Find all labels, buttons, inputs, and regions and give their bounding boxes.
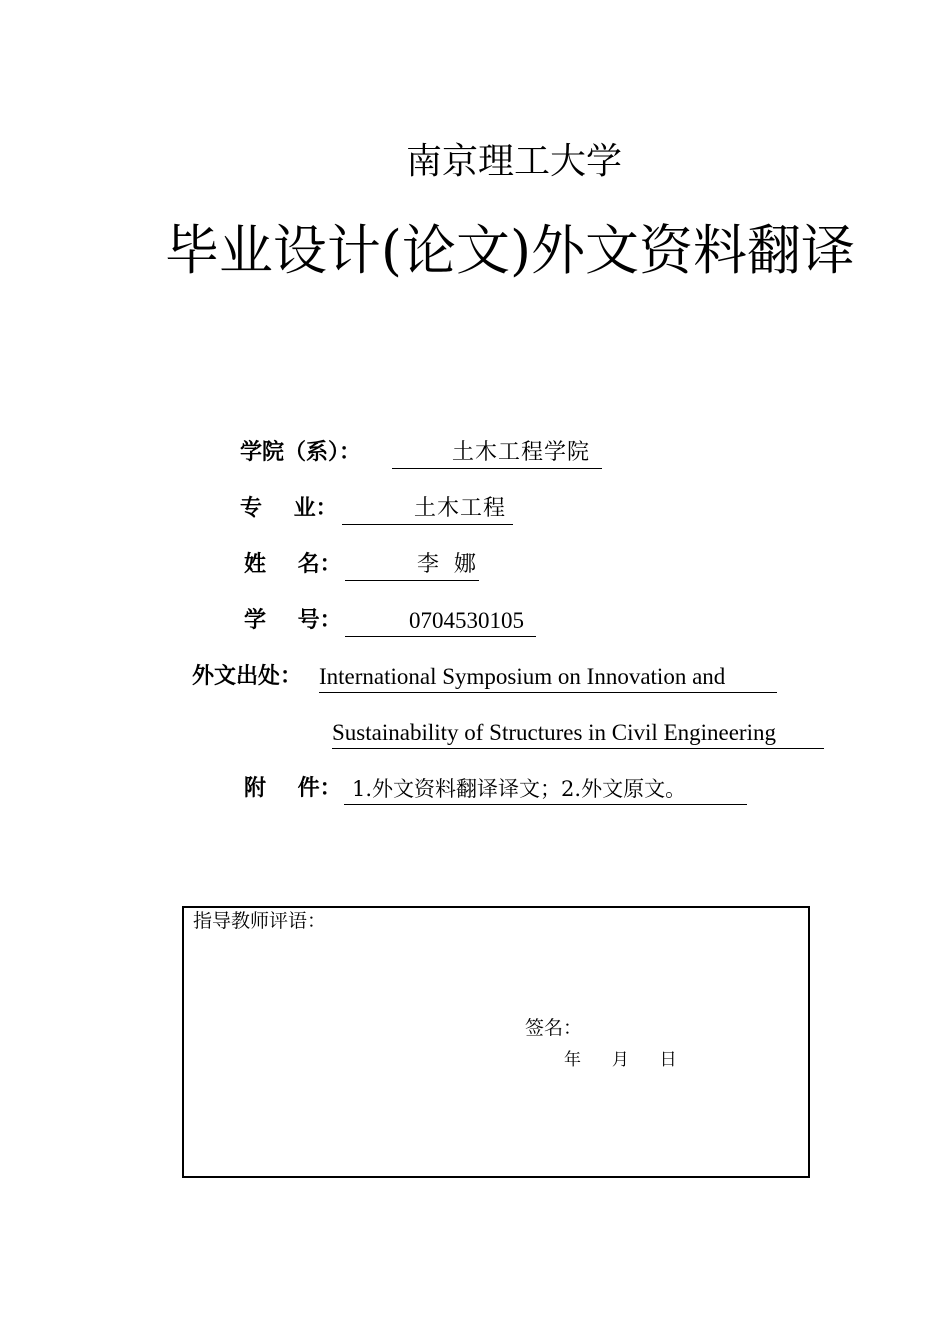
signature-date [564, 1048, 677, 1072]
signature-label: 签名： [525, 1017, 583, 1039]
source-line-2: Sustainability of Structures in Civil Engineering [332, 718, 824, 749]
major-value: 土木工程 [342, 494, 513, 525]
advisor-comment-heading: 指导教师评语： [193, 910, 327, 932]
advisor-comment-box [182, 906, 810, 1178]
attachment-label: 附 件： [244, 776, 342, 801]
date-day: 日 [659, 1050, 677, 1070]
date-year: 年 [564, 1050, 581, 1070]
name-label: 姓 名： [244, 552, 342, 577]
university-name: 南京理工大学 [405, 141, 622, 182]
student-id-value: 0704530105 [345, 606, 536, 637]
source-label: 外文出处： [192, 664, 303, 689]
source-line-1: International Symposium on Innovation and [319, 662, 777, 693]
attachment-value: 1.外文资料翻译译文；2.外文原文。 [344, 774, 747, 805]
date-month: 月 [611, 1050, 629, 1070]
college-value: 土木工程学院 [392, 438, 602, 469]
name-value: 李 娜 [345, 550, 479, 581]
college-label: 学院（系）： [240, 440, 362, 465]
document-title: 毕业设计(论文)外文资料翻译 [164, 219, 856, 282]
major-label: 专 业： [240, 496, 338, 521]
student-id-label: 学 号： [244, 608, 342, 633]
